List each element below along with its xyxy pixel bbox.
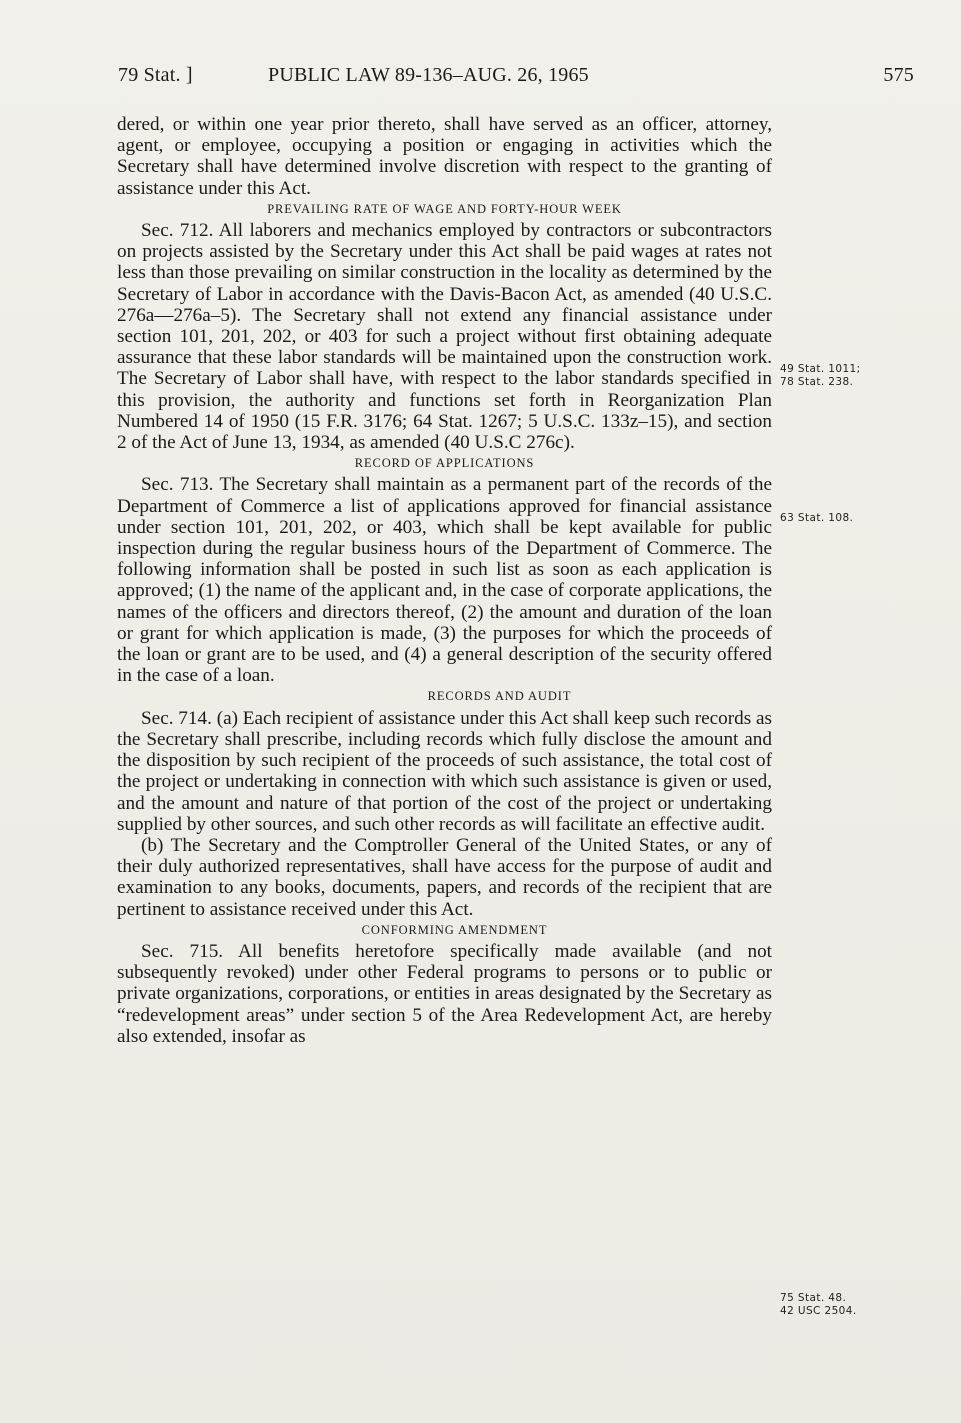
- paragraph-continuation: dered, or within one year prior thereto, shall have served as an officer, attorney, agent, or employee, occupying a position or engaging in activities which the Secretary shall have determined involve discretion with respect to the granting of assistance under this Act.: [117, 114, 772, 199]
- margin-citation-line: 78 Stat. 238.: [780, 376, 854, 388]
- header-volume: 79 Stat. ]: [118, 64, 193, 86]
- section-heading-prevailing-wage: PREVAILING RATE OF WAGE AND FORTY-HOUR WEEK: [267, 201, 622, 216]
- section-heading-conforming-amendment: CONFORMING AMENDMENT: [361, 922, 548, 937]
- page-number: 575: [883, 64, 914, 86]
- header-title: PUBLIC LAW 89-136–AUG. 26, 1965: [268, 64, 589, 86]
- section-715: Sec. 715. All benefits heretofore specifically made available (and not subsequently revoked) under other Federal programs to persons or to public or private organizations, corporations, or entities in areas designated by the Secretary as “redevelopment areas” under section 5 of the Area Redevelopment Act, are hereby also extended, insofar as: [117, 940, 772, 1047]
- section-712: Sec. 712. All laborers and mechanics employed by contractors or subcontractors on projects assisted by the Secretary under this Act shall be paid wages at rates not less than those prevailing on similar construction in the locality as determined by the Secretary of Labor in accordance with the Davis-Bacon Act, as amended (40 U.S.C. 276a—276a–5). The Secretary shall not extend any financial assistance under section 101, 201, 202, or 403 for such a project without first obtaining adequate assurance that these labor standards will be maintained upon the construction work. The Secretary of Labor shall have, with respect to the labor standards specified in this provision, the authority and functions set forth in Reorganization Plan Numbered 14 of 1950 (15 F.R. 3176; 64 Stat. 1267; 5 U.S.C. 133z–15), and section 2 of the Act of June 13, 1934, as amended (40 U.S.C 276c).: [117, 220, 772, 454]
- section-heading-record-of-applications: RECORD OF APPLICATIONS: [354, 456, 535, 471]
- margin-citation-reorganization: [780, 512, 910, 525]
- margin-citation-line: 42 USC 2504.: [780, 1305, 857, 1317]
- margin-citation-line: 75 Stat. 48.: [780, 1292, 847, 1304]
- margin-citation-line: 63 Stat. 108.: [780, 512, 854, 524]
- margin-citation-davis-bacon: [780, 363, 910, 389]
- margin-citation-area-redevelopment: [780, 1292, 910, 1318]
- section-713: Sec. 713. The Secretary shall maintain as a permanent part of the records of the Department of Commerce a list of applications approved for financial assistance under section 101, 201, 202, or 403, which shall be kept available for public inspection during the regular business hours of the Department of Commerce. The following information shall be posted in such list as soon as each application is approved; (1) the name of the applicant and, in the case of corporate applications, the names of the officers and directors thereof, (2) the amount and duration of the loan or grant for which application is made, (3) the purposes for which the proceeds of the loan or grant are to be used, and (4) a general description of the security offered in the case of a loan.: [117, 474, 772, 687]
- section-heading-records-and-audit: RECORDS AND AUDIT: [427, 689, 572, 704]
- margin-citation-line: 49 Stat. 1011;: [780, 363, 861, 375]
- running-header: [118, 64, 914, 94]
- section-714-b: (b) The Secretary and the Comptroller General of the United States, or any of their duly authorized representatives, shall have access for the purpose of audit and examination to any books, documents, papers, and records of the recipient that are pertinent to assistance received under this Act.: [117, 834, 772, 920]
- section-714-a: Sec. 714. (a) Each recipient of assistance under this Act shall keep such records as the Secretary shall prescribe, including records which fully disclose the amount and the disposition by such recipient of the proceeds of such assistance, the total cost of the project or undertaking in connection with which such assistance is given or used, and the amount and nature of that portion of the cost of the project or undertaking supplied by other sources, and such other records as will facilitate an effective audit.: [117, 707, 772, 835]
- statute-text: [117, 114, 772, 1047]
